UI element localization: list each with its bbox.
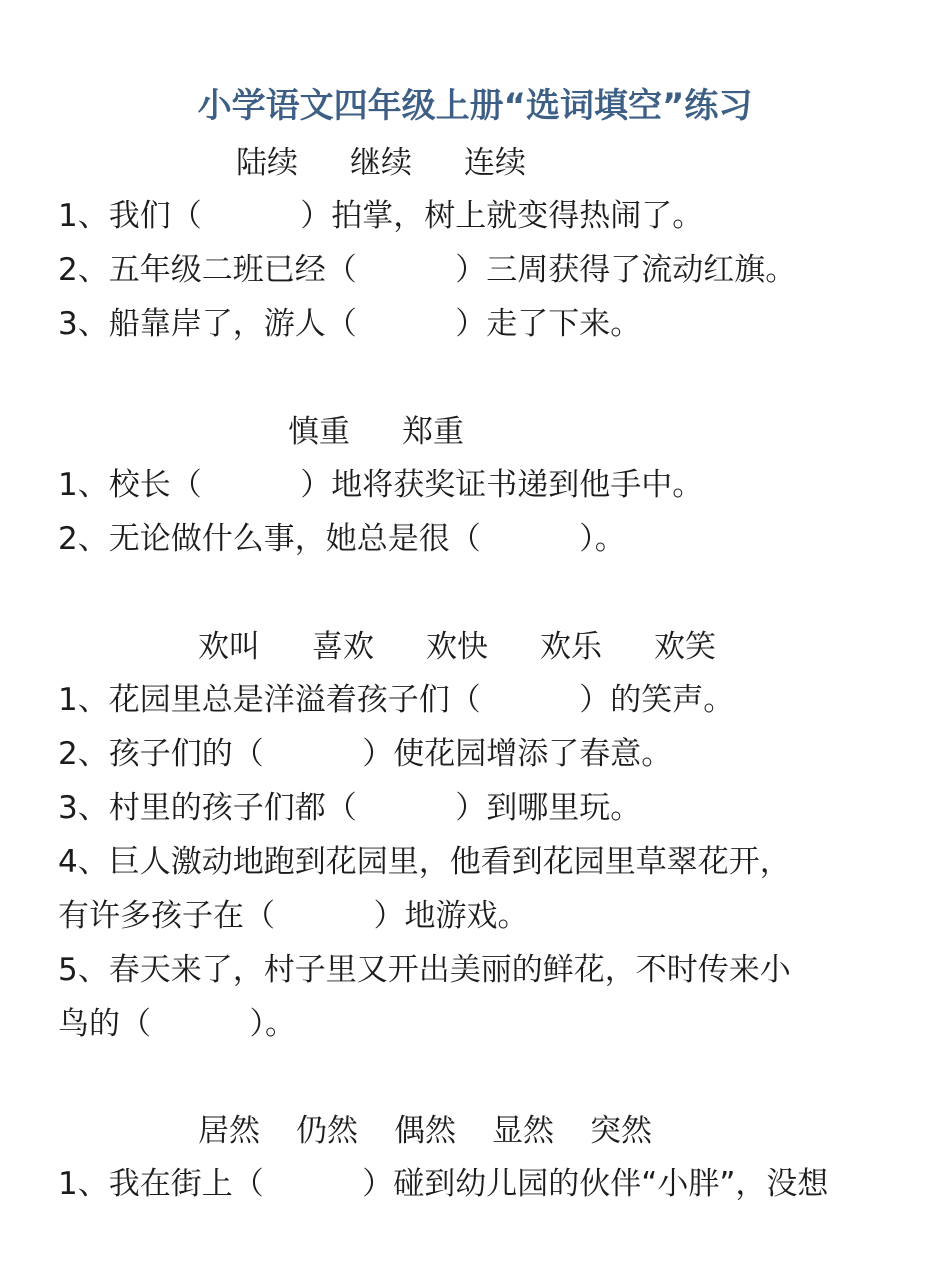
exercise-line: 2、五年级二班已经（ ）三周获得了流动红旗。 xyxy=(58,252,797,288)
page-title: 小学语文四年级上册“选词填空”练习 xyxy=(197,86,753,126)
exercise-line: 1、花园里总是洋溢着孩子们（ ）的笑声。 xyxy=(58,682,735,718)
exercise-line: 5、春天来了，村子里又开出美丽的鲜花，不时传来小 xyxy=(58,952,791,988)
word-option: 居然 xyxy=(198,1113,260,1149)
word-option: 欢乐 xyxy=(540,629,602,665)
word-option: 仍然 xyxy=(296,1113,358,1149)
word-option: 继续 xyxy=(350,145,412,181)
exercise-line: 3、村里的孩子们都（ ）到哪里玩。 xyxy=(58,790,642,826)
word-bank-3 xyxy=(198,627,716,667)
exercise-line: 3、船靠岸了，游人（ ）走了下来。 xyxy=(58,306,642,342)
word-option: 突然 xyxy=(590,1113,652,1149)
exercise-line: 1、我们（ ）拍掌，树上就变得热闹了。 xyxy=(58,198,704,234)
word-option: 郑重 xyxy=(402,414,464,450)
word-option: 欢笑 xyxy=(654,629,716,665)
exercise-line: 有许多孩子在（ ）地游戏。 xyxy=(58,898,529,934)
exercise-line: 4、巨人激动地跑到花园里，他看到花园里草翠花开， xyxy=(58,844,791,880)
word-bank-2 xyxy=(288,412,464,452)
word-option: 欢快 xyxy=(426,629,488,665)
word-option: 陆续 xyxy=(236,145,298,181)
word-bank-1 xyxy=(236,143,526,183)
word-option: 慎重 xyxy=(288,414,350,450)
word-option: 连续 xyxy=(464,145,526,181)
word-option: 欢叫 xyxy=(198,629,260,665)
word-option: 喜欢 xyxy=(312,629,374,665)
exercise-line: 1、校长（ ）地将获奖证书递到他手中。 xyxy=(58,467,704,503)
word-option: 偶然 xyxy=(394,1113,456,1149)
word-option: 显然 xyxy=(492,1113,554,1149)
word-bank-4 xyxy=(198,1111,652,1151)
exercise-line: 鸟的（ ）。 xyxy=(58,1006,297,1042)
exercise-line: 2、无论做什么事，她总是很（ ）。 xyxy=(58,521,626,557)
exercise-line: 1、我在街上（ ）碰到幼儿园的伙伴“小胖”，没想 xyxy=(58,1166,829,1202)
exercise-line: 2、孩子们的（ ）使花园增添了春意。 xyxy=(58,736,673,772)
